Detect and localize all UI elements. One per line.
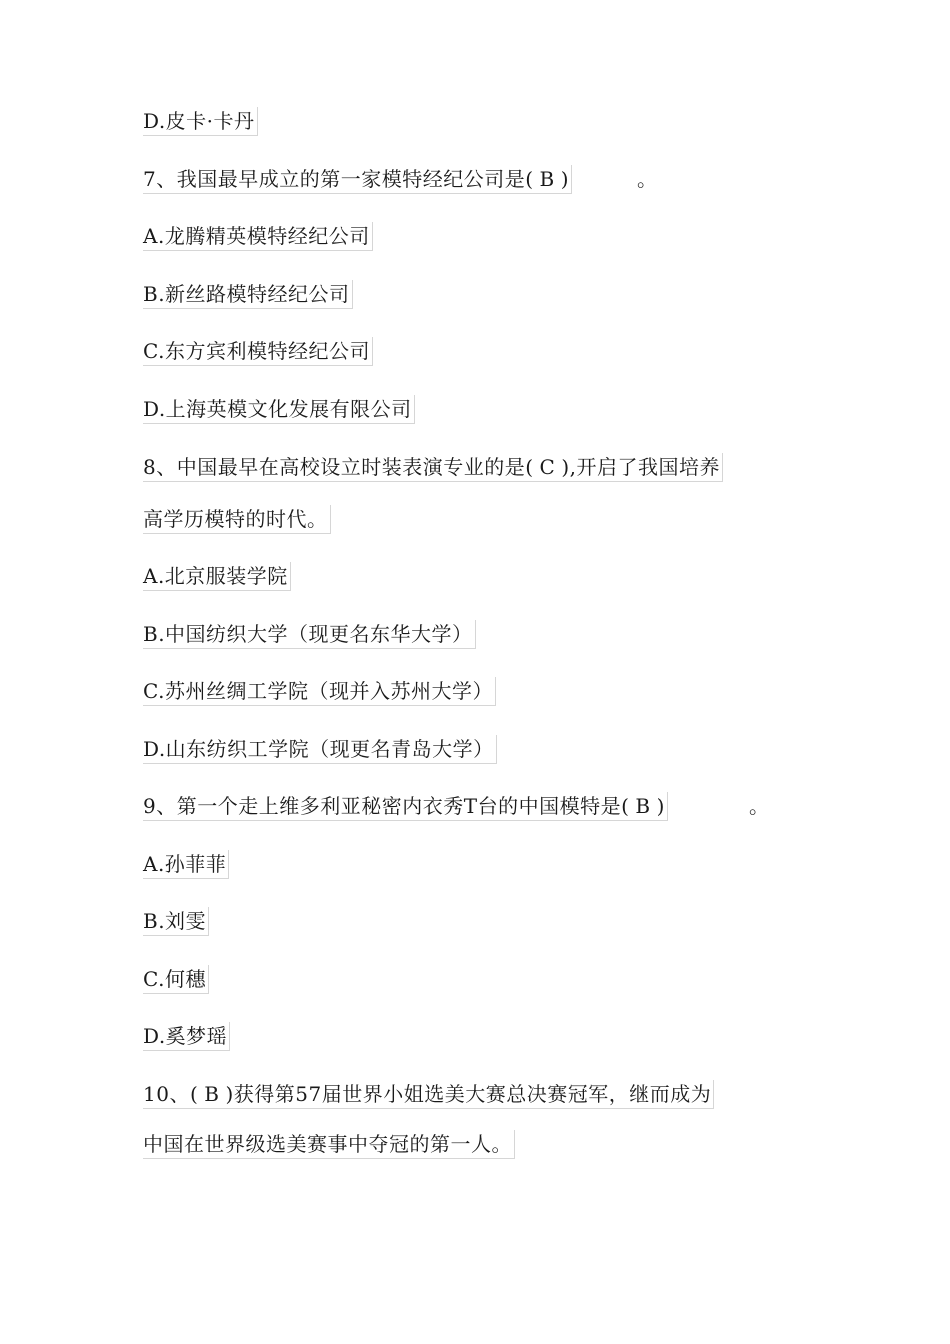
q10-stem-pre: 10、( bbox=[143, 1082, 199, 1106]
q8-stem-pre: 8、中国最早在高校设立时装表演专业的是( bbox=[143, 455, 534, 479]
q10-stem-line2: 中国在世界级选美赛事中夺冠的第一人。 bbox=[143, 1130, 515, 1159]
q7-option-b: B.新丝路模特经纪公司 bbox=[143, 280, 353, 309]
q9-stem-tail: 。 bbox=[749, 794, 769, 818]
q7-option-c: C.东方宾利模特经纪公司 bbox=[143, 337, 373, 366]
q9-answer: B bbox=[635, 794, 651, 818]
q9-stem-pre: 9、第一个走上维多利亚秘密内衣秀T台的中国模特是( bbox=[143, 794, 630, 818]
q7-option-a: A.龙腾精英模特经纪公司 bbox=[143, 222, 373, 251]
q10-stem-post: )获得第57届世界小姐选美大赛总决赛冠军，继而成为 bbox=[225, 1082, 712, 1106]
q8-stem-post: ),开启了我国培养 bbox=[561, 455, 721, 479]
q10-answer: B bbox=[204, 1082, 220, 1106]
q8-option-d: D.山东纺织工学院（现更名青岛大学） bbox=[143, 735, 497, 764]
q9-option-c: C.何穗 bbox=[143, 965, 209, 994]
q8-option-c: C.苏州丝绸工学院（现并入苏州大学） bbox=[143, 677, 496, 706]
q8-answer: C bbox=[539, 455, 556, 479]
q8-option-a: A.北京服装学院 bbox=[143, 562, 291, 591]
q7-answer: B bbox=[539, 167, 555, 191]
q10-stem bbox=[143, 1080, 714, 1109]
q8-stem bbox=[143, 453, 723, 482]
q9-option-a: A.孙菲菲 bbox=[143, 850, 229, 879]
q7-stem bbox=[143, 165, 572, 194]
q9-option-d: D.奚梦瑶 bbox=[143, 1022, 230, 1051]
q7-stem-tail: 。 bbox=[637, 167, 657, 191]
q7-stem-post: ) bbox=[560, 167, 570, 191]
q8-option-b: B.中国纺织大学（现更名东华大学） bbox=[143, 620, 476, 649]
q8-stem-line2: 高学历模特的时代。 bbox=[143, 505, 331, 534]
q9-stem bbox=[143, 792, 668, 821]
q9-stem-post: ) bbox=[656, 794, 665, 818]
q7-stem-pre: 7、我国最早成立的第一家模特经纪公司是( bbox=[143, 167, 534, 191]
q6-option-d: D.皮卡·卡丹 bbox=[143, 107, 258, 136]
q9-option-b: B.刘雯 bbox=[143, 907, 209, 936]
q7-option-d: D.上海英模文化发展有限公司 bbox=[143, 395, 415, 424]
